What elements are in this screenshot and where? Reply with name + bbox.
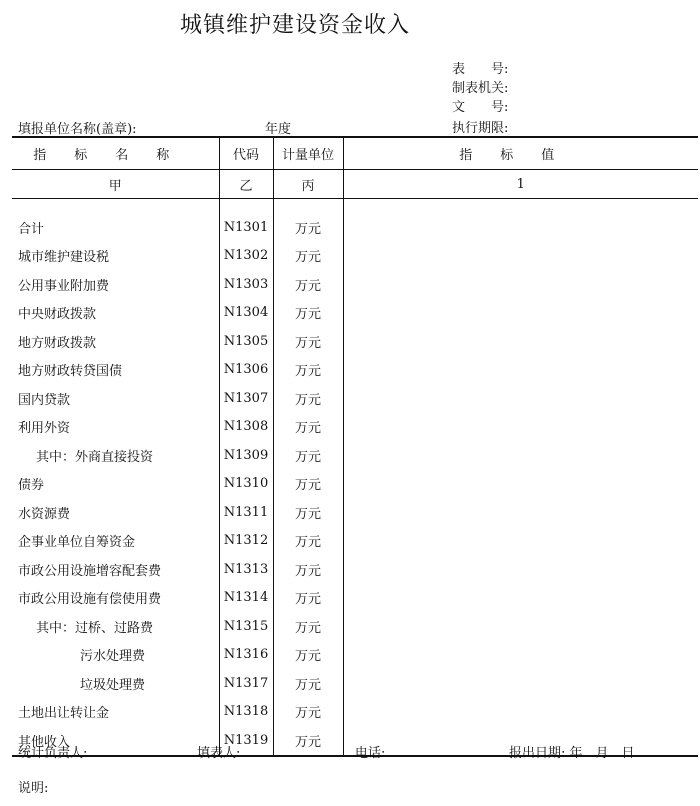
row-code: N1307 [219, 384, 273, 413]
row-name: 公用事业附加费 [12, 270, 219, 299]
row-unit: 万元 [273, 299, 343, 328]
form-number-label: 表 号: [452, 62, 509, 77]
table-row [12, 641, 698, 670]
row-unit: 万元 [273, 441, 343, 470]
row-unit: 万元 [273, 498, 343, 527]
row-value-cell[interactable] [343, 299, 698, 328]
row-value-cell[interactable] [343, 555, 698, 584]
table-row [12, 441, 698, 470]
row-value-cell[interactable] [343, 384, 698, 413]
row-name: 市政公用设施增容配套费 [12, 555, 219, 584]
year-label: 年度 [265, 122, 292, 137]
row-value-cell[interactable] [343, 413, 698, 442]
row-code: N1311 [219, 498, 273, 527]
row-value-cell[interactable] [343, 612, 698, 641]
row-value-cell[interactable] [343, 470, 698, 499]
spacer-row [12, 199, 698, 214]
row-name: 垃圾处理费 [12, 669, 219, 698]
row-unit: 万元 [273, 527, 343, 556]
subheader-value: 1 [343, 170, 698, 199]
row-unit: 万元 [273, 698, 343, 727]
table-row [12, 527, 698, 556]
row-name: 企事业单位自筹资金 [12, 527, 219, 556]
issuing-authority-label: 制表机关: [452, 81, 509, 96]
row-name: 城市维护建设税 [12, 242, 219, 271]
row-value-cell[interactable] [343, 356, 698, 385]
row-value-cell[interactable] [343, 698, 698, 727]
row-unit: 万元 [273, 612, 343, 641]
row-unit: 万元 [273, 641, 343, 670]
row-value-cell[interactable] [343, 584, 698, 613]
form-title: 城镇维护建设资金收入 [179, 13, 410, 38]
header-value: 指标值 [343, 137, 698, 170]
row-code: N1305 [219, 327, 273, 356]
row-code: N1318 [219, 698, 273, 727]
table-header-row [12, 137, 698, 170]
notes-label: 说明: [18, 781, 49, 796]
row-unit: 万元 [273, 242, 343, 271]
row-value-cell[interactable] [343, 242, 698, 271]
row-value-cell[interactable] [343, 527, 698, 556]
row-name: 合计 [12, 213, 219, 242]
subheader-unit: 丙 [273, 170, 343, 199]
row-unit: 万元 [273, 327, 343, 356]
execution-deadline-label: 执行期限: [452, 121, 509, 136]
table-subheader-row [12, 170, 698, 199]
header-code: 代码 [219, 137, 273, 170]
subheader-name: 甲 [12, 170, 219, 199]
preparer-label: 填表人: [197, 746, 241, 761]
row-code: N1319 [219, 726, 273, 756]
row-code: N1310 [219, 470, 273, 499]
table-row [12, 327, 698, 356]
row-value-cell[interactable] [343, 669, 698, 698]
table-row [12, 470, 698, 499]
row-unit: 万元 [273, 413, 343, 442]
row-code: N1317 [219, 669, 273, 698]
row-code: N1312 [219, 527, 273, 556]
row-unit: 万元 [273, 584, 343, 613]
row-unit: 万元 [273, 669, 343, 698]
header-name: 指标名称 [12, 137, 219, 170]
phone-label: 电话: [355, 746, 386, 761]
row-name: 地方财政转贷国债 [12, 356, 219, 385]
row-unit: 万元 [273, 213, 343, 242]
row-code: N1302 [219, 242, 273, 271]
row-value-cell[interactable] [343, 441, 698, 470]
income-table [12, 136, 698, 757]
row-code: N1306 [219, 356, 273, 385]
row-code: N1315 [219, 612, 273, 641]
row-value-cell[interactable] [343, 498, 698, 527]
row-value-cell[interactable] [343, 213, 698, 242]
table-row [12, 270, 698, 299]
row-code: N1316 [219, 641, 273, 670]
row-name: 债券 [12, 470, 219, 499]
header-unit: 计量单位 [273, 137, 343, 170]
row-unit: 万元 [273, 555, 343, 584]
table-row [12, 242, 698, 271]
table-row [12, 413, 698, 442]
row-code: N1303 [219, 270, 273, 299]
table-row [12, 384, 698, 413]
row-name: 污水处理费 [12, 641, 219, 670]
row-name: 地方财政拨款 [12, 327, 219, 356]
row-value-cell[interactable] [343, 641, 698, 670]
row-unit: 万元 [273, 356, 343, 385]
row-name: 其中：过桥、过路费 [12, 612, 219, 641]
row-name: 水资源费 [12, 498, 219, 527]
row-name: 土地出让转让金 [12, 698, 219, 727]
table-row [12, 698, 698, 727]
row-unit: 万元 [273, 384, 343, 413]
document-number-label: 文 号: [452, 100, 509, 115]
report-date-label: 报出日期: 年 月 日 [509, 746, 635, 761]
row-name: 市政公用设施有偿使用费 [12, 584, 219, 613]
row-name: 中央财政拨款 [12, 299, 219, 328]
row-name: 利用外资 [12, 413, 219, 442]
row-code: N1309 [219, 441, 273, 470]
row-code: N1301 [219, 213, 273, 242]
table-row [12, 555, 698, 584]
row-code: N1308 [219, 413, 273, 442]
table-row [12, 584, 698, 613]
table-row [12, 669, 698, 698]
row-unit: 万元 [273, 726, 343, 756]
table-row [12, 356, 698, 385]
row-value-cell[interactable] [343, 327, 698, 356]
statistics-manager-label: 统计负责人: [18, 746, 88, 761]
row-code: N1314 [219, 584, 273, 613]
row-name: 其他收入 [12, 726, 219, 756]
row-code: N1304 [219, 299, 273, 328]
reporting-unit-label: 填报单位名称(盖章): [18, 122, 137, 137]
subheader-code: 乙 [219, 170, 273, 199]
table-row [12, 612, 698, 641]
row-code: N1313 [219, 555, 273, 584]
table-row [12, 299, 698, 328]
row-name: 其中：外商直接投资 [12, 441, 219, 470]
row-unit: 万元 [273, 470, 343, 499]
row-name: 国内贷款 [12, 384, 219, 413]
table-row [12, 498, 698, 527]
row-unit: 万元 [273, 270, 343, 299]
row-value-cell[interactable] [343, 270, 698, 299]
table-row [12, 213, 698, 242]
